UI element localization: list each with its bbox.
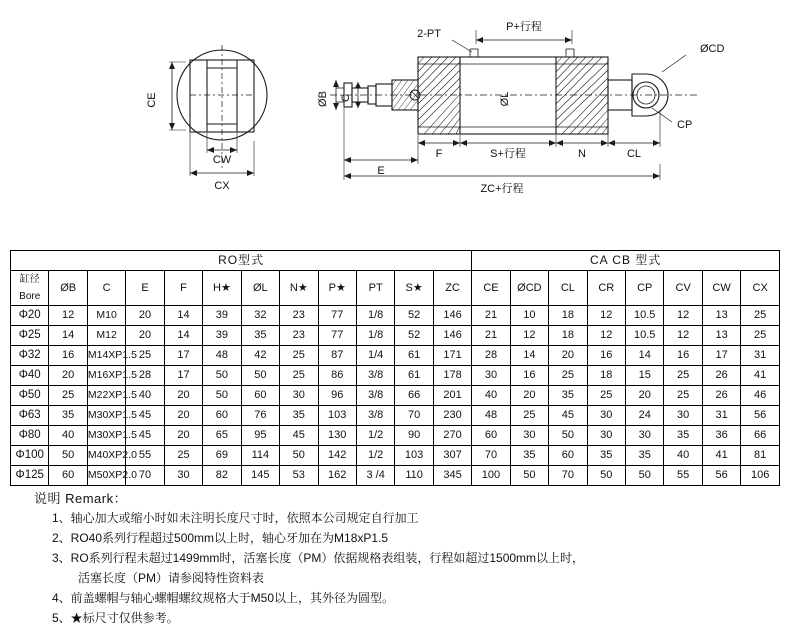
remark-line: 3、RO系列行程未超过1499mm时，活塞长度（PM）依据规格表组装，行程如超过1500mm以上时， — [52, 551, 585, 565]
cell: 178 — [433, 366, 471, 386]
cell: 28 — [472, 346, 510, 366]
remark-line: 5、★标尺寸仅供参考。 — [52, 611, 179, 625]
cell: 21 — [472, 326, 510, 346]
remark-line: 1、轴心加大或缩小时如未注明长度尺寸时，依照本公司规定自行加工 — [52, 511, 419, 525]
cell: 146 — [433, 306, 471, 326]
cell: 40 — [664, 446, 702, 466]
cell: 110 — [395, 466, 433, 486]
cell: 307 — [433, 446, 471, 466]
cell: 52 — [395, 326, 433, 346]
group-header-ca-cb: CA CB 型式 — [472, 251, 780, 271]
barrel — [418, 57, 608, 134]
cell: 13 — [702, 306, 740, 326]
cell: 77 — [318, 306, 356, 326]
cell: 20 — [126, 306, 164, 326]
cell: 70 — [549, 466, 587, 486]
cell: 30 — [472, 366, 510, 386]
cell: 52 — [395, 306, 433, 326]
cell: 20 — [510, 386, 548, 406]
table-body — [11, 306, 780, 486]
column-header-4: F — [164, 271, 202, 306]
remark-line: 4、前盖螺帽与轴心螺帽螺纹规格大于M50以上，其外径为圆型。 — [52, 591, 395, 605]
cell-bore: Φ50 — [11, 386, 49, 406]
cell: 23 — [280, 326, 318, 346]
cell: 3/8 — [356, 406, 394, 426]
column-header-19: CX — [741, 271, 780, 306]
label-s-stroke: S+行程 — [490, 148, 526, 160]
cell: M22XP1.5 — [87, 386, 125, 406]
cell: 66 — [741, 426, 780, 446]
table-row — [11, 386, 780, 406]
cell-bore: Φ40 — [11, 366, 49, 386]
cell: 30 — [587, 406, 625, 426]
cell: 23 — [280, 306, 318, 326]
cell: 60 — [472, 426, 510, 446]
cell: 20 — [549, 346, 587, 366]
cell: 30 — [164, 466, 202, 486]
label-cx: CX — [214, 180, 230, 192]
cell: 270 — [433, 426, 471, 446]
cell: 25 — [280, 346, 318, 366]
cell: 56 — [741, 406, 780, 426]
cell: M10 — [87, 306, 125, 326]
table-row — [11, 466, 780, 486]
cell: 39 — [203, 326, 241, 346]
cell: 39 — [203, 306, 241, 326]
cell: 35 — [587, 446, 625, 466]
remark-line: 活塞长度（PM）请参阅特性资料表 — [78, 571, 265, 585]
cell: 50 — [241, 366, 279, 386]
table-row — [11, 406, 780, 426]
label-phi-l: ØL — [499, 91, 511, 107]
column-header-3: E — [126, 271, 164, 306]
cell: 55 — [126, 446, 164, 466]
cell: 87 — [318, 346, 356, 366]
label-phi-b: ØB — [317, 91, 329, 107]
column-header-0: 缸径Bore — [11, 271, 49, 306]
cell: 70 — [395, 406, 433, 426]
cell: 12 — [510, 326, 548, 346]
cell: 20 — [164, 386, 202, 406]
cell: 14 — [164, 306, 202, 326]
cell: 201 — [433, 386, 471, 406]
cell: 345 — [433, 466, 471, 486]
column-header-7: N★ — [280, 271, 318, 306]
cell: 35 — [280, 406, 318, 426]
cell: 50 — [626, 466, 664, 486]
table-row — [11, 446, 780, 466]
cell: 17 — [164, 346, 202, 366]
cell: 1/8 — [356, 306, 394, 326]
cell: 50 — [280, 446, 318, 466]
cell: 14 — [164, 326, 202, 346]
cell: 90 — [395, 426, 433, 446]
cell: 3/8 — [356, 386, 394, 406]
cell: 95 — [241, 426, 279, 446]
cell: 69 — [203, 446, 241, 466]
cell: 56 — [702, 466, 740, 486]
table-column-header-row — [11, 271, 780, 306]
cell: 32 — [241, 306, 279, 326]
cell: 61 — [395, 346, 433, 366]
cell: 30 — [280, 386, 318, 406]
cell: 76 — [241, 406, 279, 426]
cell: 30 — [626, 426, 664, 446]
cell: 81 — [741, 446, 780, 466]
cell: 15 — [626, 366, 664, 386]
table-row — [11, 426, 780, 446]
table-row — [11, 306, 780, 326]
column-header-12: CE — [472, 271, 510, 306]
column-header-9: PT — [356, 271, 394, 306]
cell: 145 — [241, 466, 279, 486]
cell: 60 — [49, 466, 87, 486]
cell: 12 — [664, 326, 702, 346]
label-p-stroke: P+行程 — [506, 21, 542, 33]
cell: 50 — [203, 366, 241, 386]
column-header-10: S★ — [395, 271, 433, 306]
cell: 42 — [241, 346, 279, 366]
cell: 35 — [241, 326, 279, 346]
cell: 36 — [702, 426, 740, 446]
cell-bore: Φ63 — [11, 406, 49, 426]
cell: 12 — [664, 306, 702, 326]
cell: 35 — [664, 426, 702, 446]
cell-bore: Φ32 — [11, 346, 49, 366]
cell: 60 — [203, 406, 241, 426]
column-header-1: ØB — [49, 271, 87, 306]
column-header-6: ØL — [241, 271, 279, 306]
cell: 17 — [702, 346, 740, 366]
table-group-header-row — [11, 251, 780, 271]
cell: 50 — [49, 446, 87, 466]
cell: 25 — [126, 346, 164, 366]
cell: 60 — [549, 446, 587, 466]
cell: 20 — [626, 386, 664, 406]
column-header-18: CW — [702, 271, 740, 306]
cell: 3/8 — [356, 366, 394, 386]
table-row — [11, 346, 780, 366]
cell: 45 — [126, 426, 164, 446]
cell: 25 — [549, 366, 587, 386]
cell: 53 — [280, 466, 318, 486]
column-header-16: CP — [626, 271, 664, 306]
cell-bore: Φ125 — [11, 466, 49, 486]
cell: 25 — [664, 366, 702, 386]
cell: 31 — [702, 406, 740, 426]
cell: 230 — [433, 406, 471, 426]
cell: 41 — [702, 446, 740, 466]
cell: 35 — [510, 446, 548, 466]
cell: 26 — [702, 366, 740, 386]
cell: 12 — [587, 326, 625, 346]
cell: 162 — [318, 466, 356, 486]
remark-block — [34, 492, 764, 632]
group-header-ro: RO型式 — [11, 251, 472, 271]
column-header-14: CL — [549, 271, 587, 306]
cell: 1/4 — [356, 346, 394, 366]
label-e: E — [377, 165, 385, 177]
cell: 16 — [510, 366, 548, 386]
cell: 171 — [433, 346, 471, 366]
cell: 70 — [472, 446, 510, 466]
cell: 48 — [472, 406, 510, 426]
cell: 30 — [587, 426, 625, 446]
cell: 25 — [510, 406, 548, 426]
cell: M12 — [87, 326, 125, 346]
cell: 12 — [587, 306, 625, 326]
cell: 25 — [280, 366, 318, 386]
label-zc-stroke: ZC+行程 — [480, 183, 524, 195]
cell: M30XP1.5 — [87, 406, 125, 426]
cell: 65 — [203, 426, 241, 446]
cell-bore: Φ80 — [11, 426, 49, 446]
cell: 50 — [510, 466, 548, 486]
cell: 30 — [664, 406, 702, 426]
column-header-8: P★ — [318, 271, 356, 306]
column-header-17: CV — [664, 271, 702, 306]
cell: M14XP1.5 — [87, 346, 125, 366]
cell: 24 — [626, 406, 664, 426]
cell: 103 — [395, 446, 433, 466]
cell: 50 — [549, 426, 587, 446]
cell: 1/2 — [356, 426, 394, 446]
label-phi-cd: ØCD — [700, 43, 725, 55]
cell: 20 — [164, 426, 202, 446]
cell: 16 — [664, 346, 702, 366]
cell: 61 — [395, 366, 433, 386]
cell: 35 — [626, 446, 664, 466]
cell-bore: Φ25 — [11, 326, 49, 346]
cell: 66 — [395, 386, 433, 406]
cell: 21 — [472, 306, 510, 326]
cell: 13 — [702, 326, 740, 346]
cylinder-drawing — [0, 0, 790, 210]
cell: M30XP1.5 — [87, 426, 125, 446]
cell: 10.5 — [626, 326, 664, 346]
cell: 48 — [203, 346, 241, 366]
cell: 103 — [318, 406, 356, 426]
cell: 18 — [587, 366, 625, 386]
cell: 16 — [587, 346, 625, 366]
cell: 20 — [49, 366, 87, 386]
cell: 35 — [549, 386, 587, 406]
cell: 3 /4 — [356, 466, 394, 486]
cell: 40 — [472, 386, 510, 406]
cell: 46 — [741, 386, 780, 406]
label-f: F — [435, 148, 443, 160]
label-n: N — [578, 148, 586, 160]
cell: 146 — [433, 326, 471, 346]
cell: 50 — [587, 466, 625, 486]
cell: 10 — [510, 306, 548, 326]
cell: 26 — [702, 386, 740, 406]
remark-title: 说明 Remark： — [34, 491, 128, 506]
cell: M16XP1.5 — [87, 366, 125, 386]
cell: 25 — [49, 386, 87, 406]
cell: 96 — [318, 386, 356, 406]
cell: 10.5 — [626, 306, 664, 326]
column-header-13: ØCD — [510, 271, 548, 306]
cell: 41 — [741, 366, 780, 386]
cell-bore: Φ20 — [11, 306, 49, 326]
cell: 18 — [549, 326, 587, 346]
cell: 14 — [510, 346, 548, 366]
cell: 30 — [510, 426, 548, 446]
cylinder-drawing-svg — [0, 0, 790, 215]
cell: 40 — [126, 386, 164, 406]
column-header-5: H★ — [203, 271, 241, 306]
cell-bore: Φ100 — [11, 446, 49, 466]
cell: 1/2 — [356, 446, 394, 466]
cell: 20 — [164, 406, 202, 426]
cell: 28 — [126, 366, 164, 386]
cell: 25 — [164, 446, 202, 466]
column-header-2: C — [87, 271, 125, 306]
cell: 14 — [626, 346, 664, 366]
cell: 70 — [126, 466, 164, 486]
table-row — [11, 366, 780, 386]
cell: 1/8 — [356, 326, 394, 346]
cell: M50XP2.0 — [87, 466, 125, 486]
remark-line: 2、RO40系列行程超过500mm以上时，轴心牙加在为M18xP1.5 — [52, 531, 389, 545]
cell: 100 — [472, 466, 510, 486]
label-2pt: 2-PT — [417, 28, 441, 40]
label-cl: CL — [626, 148, 642, 160]
cell: 77 — [318, 326, 356, 346]
cell: 86 — [318, 366, 356, 386]
label-ce: CE — [146, 92, 158, 108]
cell: 40 — [49, 426, 87, 446]
cell: 35 — [49, 406, 87, 426]
cell: 55 — [664, 466, 702, 486]
cell: 16 — [49, 346, 87, 366]
cell: 142 — [318, 446, 356, 466]
cell: 14 — [49, 326, 87, 346]
cell: 82 — [203, 466, 241, 486]
column-header-11: ZC — [433, 271, 471, 306]
label-cw: CW — [212, 154, 232, 166]
cell: 50 — [203, 386, 241, 406]
label-c: C — [340, 94, 352, 102]
cell: 25 — [587, 386, 625, 406]
cell: 17 — [164, 366, 202, 386]
cell: 12 — [49, 306, 87, 326]
cell: 60 — [241, 386, 279, 406]
cell: 20 — [126, 326, 164, 346]
cell: 45 — [549, 406, 587, 426]
cell: 114 — [241, 446, 279, 466]
cell: 25 — [741, 326, 780, 346]
table-row — [11, 326, 780, 346]
cell: 18 — [549, 306, 587, 326]
column-header-15: CR — [587, 271, 625, 306]
cell: 45 — [280, 426, 318, 446]
cell: 25 — [664, 386, 702, 406]
specification-table — [10, 250, 780, 486]
cell: 31 — [741, 346, 780, 366]
cell: 106 — [741, 466, 780, 486]
cell: M40XP2.0 — [87, 446, 125, 466]
label-cp: CP — [677, 119, 693, 131]
cell: 45 — [126, 406, 164, 426]
cell: 25 — [741, 306, 780, 326]
cell: 130 — [318, 426, 356, 446]
